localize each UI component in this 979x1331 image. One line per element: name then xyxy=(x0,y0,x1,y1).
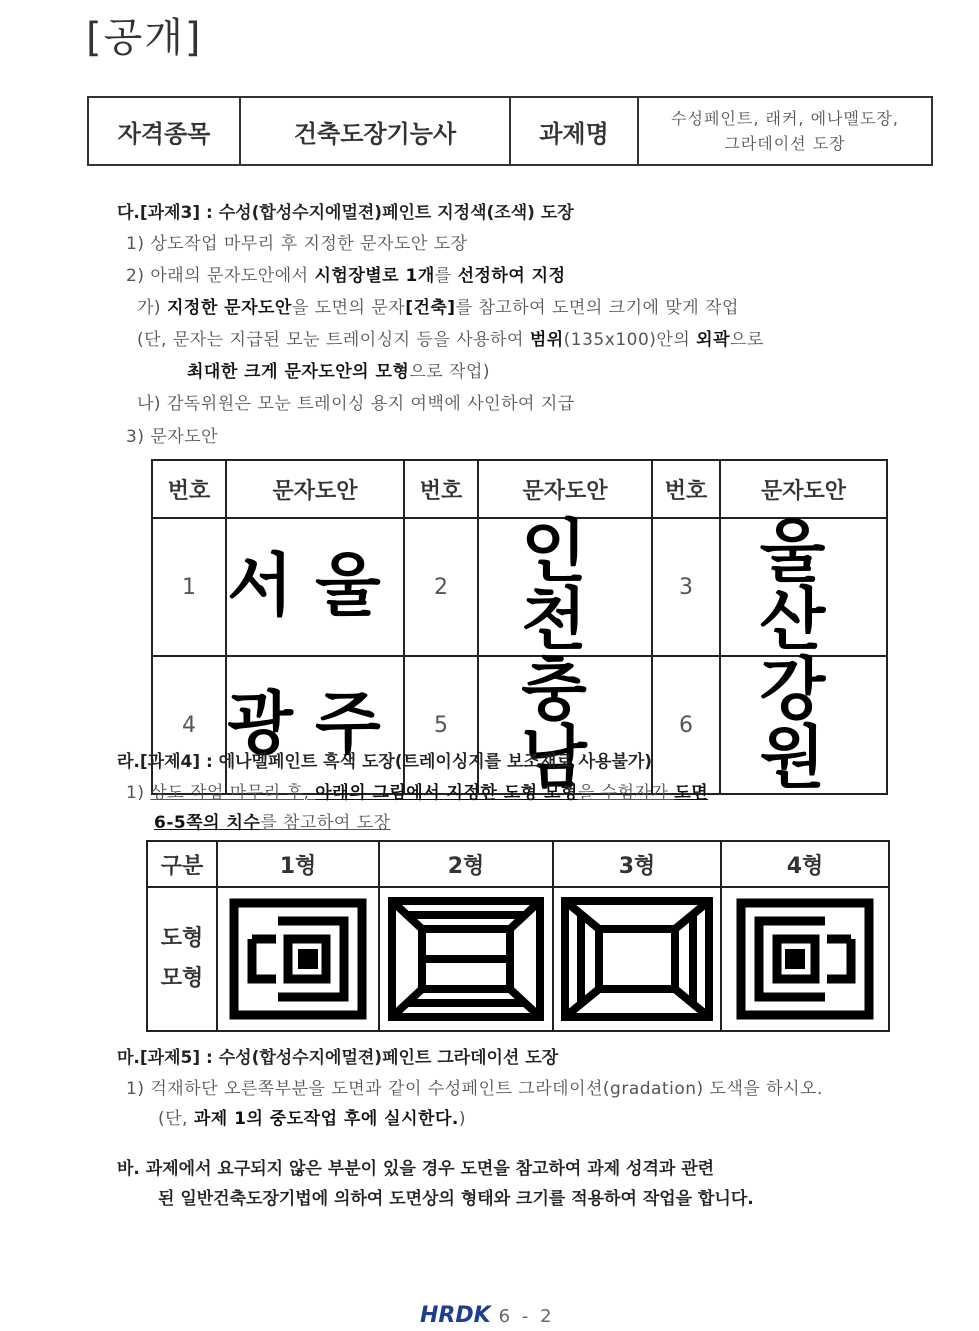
task5-heading: 마.[과제5] : 수성(합성수지에멀젼)페인트 그라데이션 도장 xyxy=(117,1048,559,1068)
text: 상도 작업 마무리 후, xyxy=(150,783,316,803)
col-type-4: 4형 xyxy=(721,841,889,887)
shape-type-4 xyxy=(721,887,889,1031)
label-qualification: 자격종목 xyxy=(88,97,240,165)
text: 를 참고하여 도장 xyxy=(260,813,391,833)
task3-item2 xyxy=(126,261,566,286)
shape-type-2 xyxy=(379,887,553,1031)
col-category: 구분 xyxy=(147,841,217,887)
emphasis: [건축] xyxy=(405,298,456,318)
emphasis: 아래의 그림에서 지정한 도형 모형 xyxy=(315,783,578,803)
task3-note xyxy=(137,325,764,350)
letter-design-table xyxy=(151,459,888,798)
design-number: 2 xyxy=(404,518,478,656)
letter-design: 울산 xyxy=(720,518,887,656)
hrdk-logo: HRDK xyxy=(420,1303,491,1328)
emphasis: 외곽 xyxy=(696,330,730,350)
letter-design: 충남 xyxy=(478,656,652,794)
col-design: 문자도안 xyxy=(226,460,404,518)
shape-type-3-figure xyxy=(561,897,713,1021)
label-task-name: 과제명 xyxy=(510,97,638,165)
shape-type-3 xyxy=(553,887,721,1031)
col-type-2: 2형 xyxy=(379,841,553,887)
shape-type-4-figure xyxy=(735,897,875,1021)
letter-design: 서울 xyxy=(226,518,404,656)
page-number: 6 - 2 xyxy=(498,1306,555,1327)
table-row xyxy=(152,656,887,794)
task-name-line2: 그라데이션 도장 xyxy=(724,134,846,153)
letter-design: 강원 xyxy=(720,656,887,794)
text: 을 도면의 문자 xyxy=(291,298,406,318)
text: 를 참고하여 도면의 크기에 맞게 작업 xyxy=(455,298,739,318)
shape-label xyxy=(147,887,217,1031)
final-note-line2: 된 일반건축도장기법에 의하여 도면상의 형태와 크기를 적용하여 작업을 합니다. xyxy=(158,1189,754,1209)
shape-type-2-figure xyxy=(388,897,544,1021)
task4-line1 xyxy=(126,778,708,803)
text: (단, xyxy=(158,1109,194,1129)
task3-item3: 3) 문자도안 xyxy=(126,427,219,447)
text: (135x100)안의 xyxy=(563,330,697,350)
text: 를 xyxy=(434,266,458,286)
design-number: 3 xyxy=(652,518,720,656)
col-number: 번호 xyxy=(652,460,720,518)
emphasis: 시험장별로 1개 xyxy=(314,266,435,286)
value-task-name xyxy=(638,97,932,165)
table-row xyxy=(152,518,887,656)
text: 2) 아래의 문자도안에서 xyxy=(126,266,315,286)
task5-item1: 1) 걱재하단 오른쪽부분을 도면과 같이 수성페인트 그라데이션(gradation) 도색을 하시오. xyxy=(126,1079,823,1099)
public-tag: [공개] xyxy=(86,15,203,61)
shape-type-1 xyxy=(217,887,379,1031)
shape-table xyxy=(146,840,890,1032)
task3-note2 xyxy=(187,357,490,382)
emphasis: 범위 xyxy=(529,330,564,350)
task3-item-ga xyxy=(137,293,739,318)
task5-note xyxy=(158,1104,466,1129)
final-note-line1: 바. 과제에서 요구되지 않은 부분이 있을 경우 도면을 참고하여 과제 성격과 관련 xyxy=(117,1159,715,1179)
col-design: 문자도안 xyxy=(478,460,652,518)
task3-heading: 다.[과제3] : 수성(합성수지에멀젼)페인트 지정색(조색) 도장 xyxy=(117,203,574,223)
shape-type-1-figure xyxy=(228,897,368,1021)
design-number: 1 xyxy=(152,518,226,656)
info-table xyxy=(87,96,933,166)
task3-item-na: 나) 감독위원은 모눈 트레이싱 용지 여백에 사인하여 지급 xyxy=(137,394,575,414)
page-footer xyxy=(420,1303,555,1328)
col-type-3: 3형 xyxy=(553,841,721,887)
text: ) xyxy=(458,1109,466,1129)
col-type-1: 1형 xyxy=(217,841,379,887)
letter-design: 인천 xyxy=(478,518,652,656)
text: 가) xyxy=(137,298,167,318)
text: (단, 문자는 지급된 모눈 트레이싱지 등을 사용하여 xyxy=(137,330,530,350)
design-number: 4 xyxy=(152,656,226,794)
task4-heading: 라.[과제4] : 에나멜페인트 흑색 도장(트레이싱지를 보조재로 사용불가) xyxy=(117,752,653,772)
task3-item1: 1) 상도작업 마무리 후 지정한 문자도안 도장 xyxy=(126,234,468,254)
text: 으로 xyxy=(730,330,764,350)
letter-design: 광주 xyxy=(226,656,404,794)
shape-label-line2: 모형 xyxy=(160,966,204,991)
text: 으로 작업) xyxy=(409,362,491,382)
task-name-line1: 수성페인트, 래커, 에나멜도장, xyxy=(671,109,899,128)
emphasis: 지정한 문자도안 xyxy=(166,298,292,318)
emphasis: 최대한 크게 문자도안의 모형 xyxy=(187,362,410,382)
text: 을 수험자가 xyxy=(577,783,675,803)
value-qualification: 건축도장기능사 xyxy=(240,97,510,165)
col-number: 번호 xyxy=(404,460,478,518)
shape-label-line1: 도형 xyxy=(160,926,204,951)
emphasis: 6-5쪽의 치수 xyxy=(154,813,261,833)
emphasis: 과제 1의 중도작업 후에 실시한다. xyxy=(193,1109,459,1129)
emphasis: 도면 xyxy=(674,783,709,803)
task4-line2 xyxy=(154,808,391,833)
design-number: 5 xyxy=(404,656,478,794)
text: 1) xyxy=(126,783,151,803)
col-number: 번호 xyxy=(152,460,226,518)
table-row xyxy=(147,887,889,1031)
emphasis: 선정하여 지정 xyxy=(457,266,566,286)
design-number: 6 xyxy=(652,656,720,794)
col-design: 문자도안 xyxy=(720,460,887,518)
